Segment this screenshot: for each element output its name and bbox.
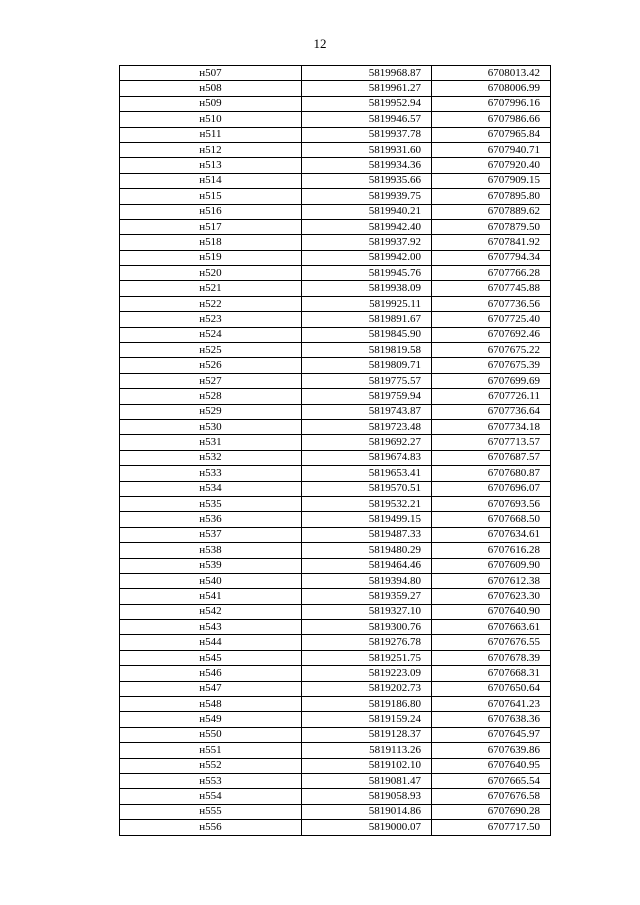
table-row xyxy=(120,235,551,250)
x-coordinate-cell: 5819759.94 xyxy=(302,389,432,404)
point-id-cell: н512 xyxy=(120,142,302,157)
table-row xyxy=(120,466,551,481)
point-id-cell: н531 xyxy=(120,435,302,450)
table-row xyxy=(120,419,551,434)
point-id-cell: н533 xyxy=(120,466,302,481)
y-coordinate-cell: 6707909.15 xyxy=(432,173,551,188)
point-id-cell: н553 xyxy=(120,773,302,788)
coordinates-table xyxy=(119,65,551,836)
table-row xyxy=(120,327,551,342)
y-coordinate-cell: 6707745.88 xyxy=(432,281,551,296)
y-coordinate-cell: 6707696.07 xyxy=(432,481,551,496)
y-coordinate-cell: 6708013.42 xyxy=(432,66,551,81)
x-coordinate-cell: 5819938.09 xyxy=(302,281,432,296)
table-row xyxy=(120,604,551,619)
x-coordinate-cell: 5819931.60 xyxy=(302,142,432,157)
x-coordinate-cell: 5819775.57 xyxy=(302,373,432,388)
point-id-cell: н543 xyxy=(120,620,302,635)
y-coordinate-cell: 6707713.57 xyxy=(432,435,551,450)
y-coordinate-cell: 6707641.23 xyxy=(432,697,551,712)
x-coordinate-cell: 5819819.58 xyxy=(302,343,432,358)
y-coordinate-cell: 6707638.36 xyxy=(432,712,551,727)
point-id-cell: н544 xyxy=(120,635,302,650)
y-coordinate-cell: 6707612.38 xyxy=(432,573,551,588)
table-row xyxy=(120,204,551,219)
y-coordinate-cell: 6707663.61 xyxy=(432,620,551,635)
y-coordinate-cell: 6707665.54 xyxy=(432,773,551,788)
point-id-cell: н555 xyxy=(120,804,302,819)
table-row xyxy=(120,389,551,404)
y-coordinate-cell: 6707725.40 xyxy=(432,312,551,327)
x-coordinate-cell: 5819653.41 xyxy=(302,466,432,481)
table-row xyxy=(120,620,551,635)
table-row xyxy=(120,266,551,281)
y-coordinate-cell: 6707766.28 xyxy=(432,266,551,281)
x-coordinate-cell: 5819570.51 xyxy=(302,481,432,496)
table-row xyxy=(120,773,551,788)
table-row xyxy=(120,527,551,542)
x-coordinate-cell: 5819968.87 xyxy=(302,66,432,81)
x-coordinate-cell: 5819945.76 xyxy=(302,266,432,281)
y-coordinate-cell: 6707965.84 xyxy=(432,127,551,142)
table-row xyxy=(120,727,551,742)
point-id-cell: н528 xyxy=(120,389,302,404)
x-coordinate-cell: 5819276.78 xyxy=(302,635,432,650)
y-coordinate-cell: 6707736.64 xyxy=(432,404,551,419)
x-coordinate-cell: 5819081.47 xyxy=(302,773,432,788)
table-row xyxy=(120,712,551,727)
point-id-cell: н526 xyxy=(120,358,302,373)
x-coordinate-cell: 5819102.10 xyxy=(302,758,432,773)
y-coordinate-cell: 6707726.11 xyxy=(432,389,551,404)
y-coordinate-cell: 6707687.57 xyxy=(432,450,551,465)
x-coordinate-cell: 5819327.10 xyxy=(302,604,432,619)
y-coordinate-cell: 6707639.86 xyxy=(432,743,551,758)
point-id-cell: н549 xyxy=(120,712,302,727)
x-coordinate-cell: 5819499.15 xyxy=(302,512,432,527)
y-coordinate-cell: 6708006.99 xyxy=(432,81,551,96)
point-id-cell: н547 xyxy=(120,681,302,696)
y-coordinate-cell: 6707736.56 xyxy=(432,296,551,311)
table-row xyxy=(120,804,551,819)
y-coordinate-cell: 6707609.90 xyxy=(432,558,551,573)
y-coordinate-cell: 6707986.66 xyxy=(432,112,551,127)
point-id-cell: н529 xyxy=(120,404,302,419)
table-row xyxy=(120,173,551,188)
point-id-cell: н550 xyxy=(120,727,302,742)
x-coordinate-cell: 5819942.40 xyxy=(302,219,432,234)
point-id-cell: н532 xyxy=(120,450,302,465)
y-coordinate-cell: 6707676.55 xyxy=(432,635,551,650)
y-coordinate-cell: 6707634.61 xyxy=(432,527,551,542)
x-coordinate-cell: 5819480.29 xyxy=(302,543,432,558)
x-coordinate-cell: 5819058.93 xyxy=(302,789,432,804)
point-id-cell: н554 xyxy=(120,789,302,804)
table-row xyxy=(120,650,551,665)
table-row xyxy=(120,96,551,111)
x-coordinate-cell: 5819159.24 xyxy=(302,712,432,727)
x-coordinate-cell: 5819014.86 xyxy=(302,804,432,819)
y-coordinate-cell: 6707693.56 xyxy=(432,496,551,511)
y-coordinate-cell: 6707734.18 xyxy=(432,419,551,434)
point-id-cell: н521 xyxy=(120,281,302,296)
y-coordinate-cell: 6707668.50 xyxy=(432,512,551,527)
table-row xyxy=(120,312,551,327)
point-id-cell: н510 xyxy=(120,112,302,127)
point-id-cell: н518 xyxy=(120,235,302,250)
y-coordinate-cell: 6707996.16 xyxy=(432,96,551,111)
point-id-cell: н524 xyxy=(120,327,302,342)
point-id-cell: н520 xyxy=(120,266,302,281)
point-id-cell: н523 xyxy=(120,312,302,327)
point-id-cell: н538 xyxy=(120,543,302,558)
x-coordinate-cell: 5819942.00 xyxy=(302,250,432,265)
table-row xyxy=(120,450,551,465)
y-coordinate-cell: 6707645.97 xyxy=(432,727,551,742)
x-coordinate-cell: 5819532.21 xyxy=(302,496,432,511)
y-coordinate-cell: 6707650.64 xyxy=(432,681,551,696)
table-row xyxy=(120,589,551,604)
y-coordinate-cell: 6707676.58 xyxy=(432,789,551,804)
x-coordinate-cell: 5819000.07 xyxy=(302,820,432,835)
point-id-cell: н542 xyxy=(120,604,302,619)
table-row xyxy=(120,142,551,157)
x-coordinate-cell: 5819939.75 xyxy=(302,189,432,204)
point-id-cell: н507 xyxy=(120,66,302,81)
table-row xyxy=(120,573,551,588)
point-id-cell: н540 xyxy=(120,573,302,588)
x-coordinate-cell: 5819891.67 xyxy=(302,312,432,327)
coordinates-table-body xyxy=(120,66,551,836)
point-id-cell: н545 xyxy=(120,650,302,665)
x-coordinate-cell: 5819743.87 xyxy=(302,404,432,419)
y-coordinate-cell: 6707920.40 xyxy=(432,158,551,173)
table-row xyxy=(120,404,551,419)
y-coordinate-cell: 6707675.22 xyxy=(432,343,551,358)
x-coordinate-cell: 5819935.66 xyxy=(302,173,432,188)
point-id-cell: н517 xyxy=(120,219,302,234)
point-id-cell: н556 xyxy=(120,820,302,835)
table-row xyxy=(120,189,551,204)
point-id-cell: н537 xyxy=(120,527,302,542)
table-row xyxy=(120,358,551,373)
table-row xyxy=(120,789,551,804)
y-coordinate-cell: 6707640.90 xyxy=(432,604,551,619)
x-coordinate-cell: 5819925.11 xyxy=(302,296,432,311)
x-coordinate-cell: 5819300.76 xyxy=(302,620,432,635)
x-coordinate-cell: 5819845.90 xyxy=(302,327,432,342)
table-row xyxy=(120,820,551,835)
x-coordinate-cell: 5819359.27 xyxy=(302,589,432,604)
table-row xyxy=(120,66,551,81)
point-id-cell: н539 xyxy=(120,558,302,573)
x-coordinate-cell: 5819809.71 xyxy=(302,358,432,373)
point-id-cell: н541 xyxy=(120,589,302,604)
y-coordinate-cell: 6707692.46 xyxy=(432,327,551,342)
y-coordinate-cell: 6707940.71 xyxy=(432,142,551,157)
point-id-cell: н522 xyxy=(120,296,302,311)
table-row xyxy=(120,758,551,773)
point-id-cell: н519 xyxy=(120,250,302,265)
y-coordinate-cell: 6707895.80 xyxy=(432,189,551,204)
x-coordinate-cell: 5819934.36 xyxy=(302,158,432,173)
table-row xyxy=(120,112,551,127)
point-id-cell: н525 xyxy=(120,343,302,358)
y-coordinate-cell: 6707841.92 xyxy=(432,235,551,250)
y-coordinate-cell: 6707690.28 xyxy=(432,804,551,819)
x-coordinate-cell: 5819723.48 xyxy=(302,419,432,434)
x-coordinate-cell: 5819202.73 xyxy=(302,681,432,696)
point-id-cell: н515 xyxy=(120,189,302,204)
x-coordinate-cell: 5819186.80 xyxy=(302,697,432,712)
x-coordinate-cell: 5819251.75 xyxy=(302,650,432,665)
y-coordinate-cell: 6707675.39 xyxy=(432,358,551,373)
y-coordinate-cell: 6707699.69 xyxy=(432,373,551,388)
table-row xyxy=(120,435,551,450)
table-row xyxy=(120,635,551,650)
x-coordinate-cell: 5819937.78 xyxy=(302,127,432,142)
y-coordinate-cell: 6707879.50 xyxy=(432,219,551,234)
table-row xyxy=(120,666,551,681)
page-number: 12 xyxy=(313,36,327,51)
point-id-cell: н530 xyxy=(120,419,302,434)
table-row xyxy=(120,81,551,96)
y-coordinate-cell: 6707668.31 xyxy=(432,666,551,681)
x-coordinate-cell: 5819961.27 xyxy=(302,81,432,96)
y-coordinate-cell: 6707717.50 xyxy=(432,820,551,835)
point-id-cell: н527 xyxy=(120,373,302,388)
y-coordinate-cell: 6707794.34 xyxy=(432,250,551,265)
table-row xyxy=(120,281,551,296)
point-id-cell: н511 xyxy=(120,127,302,142)
y-coordinate-cell: 6707889.62 xyxy=(432,204,551,219)
table-row xyxy=(120,296,551,311)
x-coordinate-cell: 5819674.83 xyxy=(302,450,432,465)
point-id-cell: н516 xyxy=(120,204,302,219)
point-id-cell: н536 xyxy=(120,512,302,527)
table-row xyxy=(120,250,551,265)
point-id-cell: н509 xyxy=(120,96,302,111)
point-id-cell: н534 xyxy=(120,481,302,496)
point-id-cell: н535 xyxy=(120,496,302,511)
point-id-cell: н548 xyxy=(120,697,302,712)
point-id-cell: н546 xyxy=(120,666,302,681)
x-coordinate-cell: 5819113.26 xyxy=(302,743,432,758)
table-row xyxy=(120,158,551,173)
x-coordinate-cell: 5819223.09 xyxy=(302,666,432,681)
y-coordinate-cell: 6707623.30 xyxy=(432,589,551,604)
table-row xyxy=(120,373,551,388)
table-row xyxy=(120,127,551,142)
x-coordinate-cell: 5819692.27 xyxy=(302,435,432,450)
table-row xyxy=(120,496,551,511)
y-coordinate-cell: 6707678.39 xyxy=(432,650,551,665)
point-id-cell: н514 xyxy=(120,173,302,188)
x-coordinate-cell: 5819946.57 xyxy=(302,112,432,127)
table-row xyxy=(120,743,551,758)
table-row xyxy=(120,512,551,527)
y-coordinate-cell: 6707616.28 xyxy=(432,543,551,558)
x-coordinate-cell: 5819487.33 xyxy=(302,527,432,542)
x-coordinate-cell: 5819128.37 xyxy=(302,727,432,742)
x-coordinate-cell: 5819940.21 xyxy=(302,204,432,219)
point-id-cell: н508 xyxy=(120,81,302,96)
table-row xyxy=(120,543,551,558)
x-coordinate-cell: 5819394.80 xyxy=(302,573,432,588)
table-row xyxy=(120,681,551,696)
table-row xyxy=(120,697,551,712)
x-coordinate-cell: 5819952.94 xyxy=(302,96,432,111)
table-row xyxy=(120,481,551,496)
table-row xyxy=(120,219,551,234)
x-coordinate-cell: 5819464.46 xyxy=(302,558,432,573)
y-coordinate-cell: 6707640.95 xyxy=(432,758,551,773)
point-id-cell: н513 xyxy=(120,158,302,173)
point-id-cell: н551 xyxy=(120,743,302,758)
table-row xyxy=(120,343,551,358)
table-row xyxy=(120,558,551,573)
point-id-cell: н552 xyxy=(120,758,302,773)
x-coordinate-cell: 5819937.92 xyxy=(302,235,432,250)
y-coordinate-cell: 6707680.87 xyxy=(432,466,551,481)
